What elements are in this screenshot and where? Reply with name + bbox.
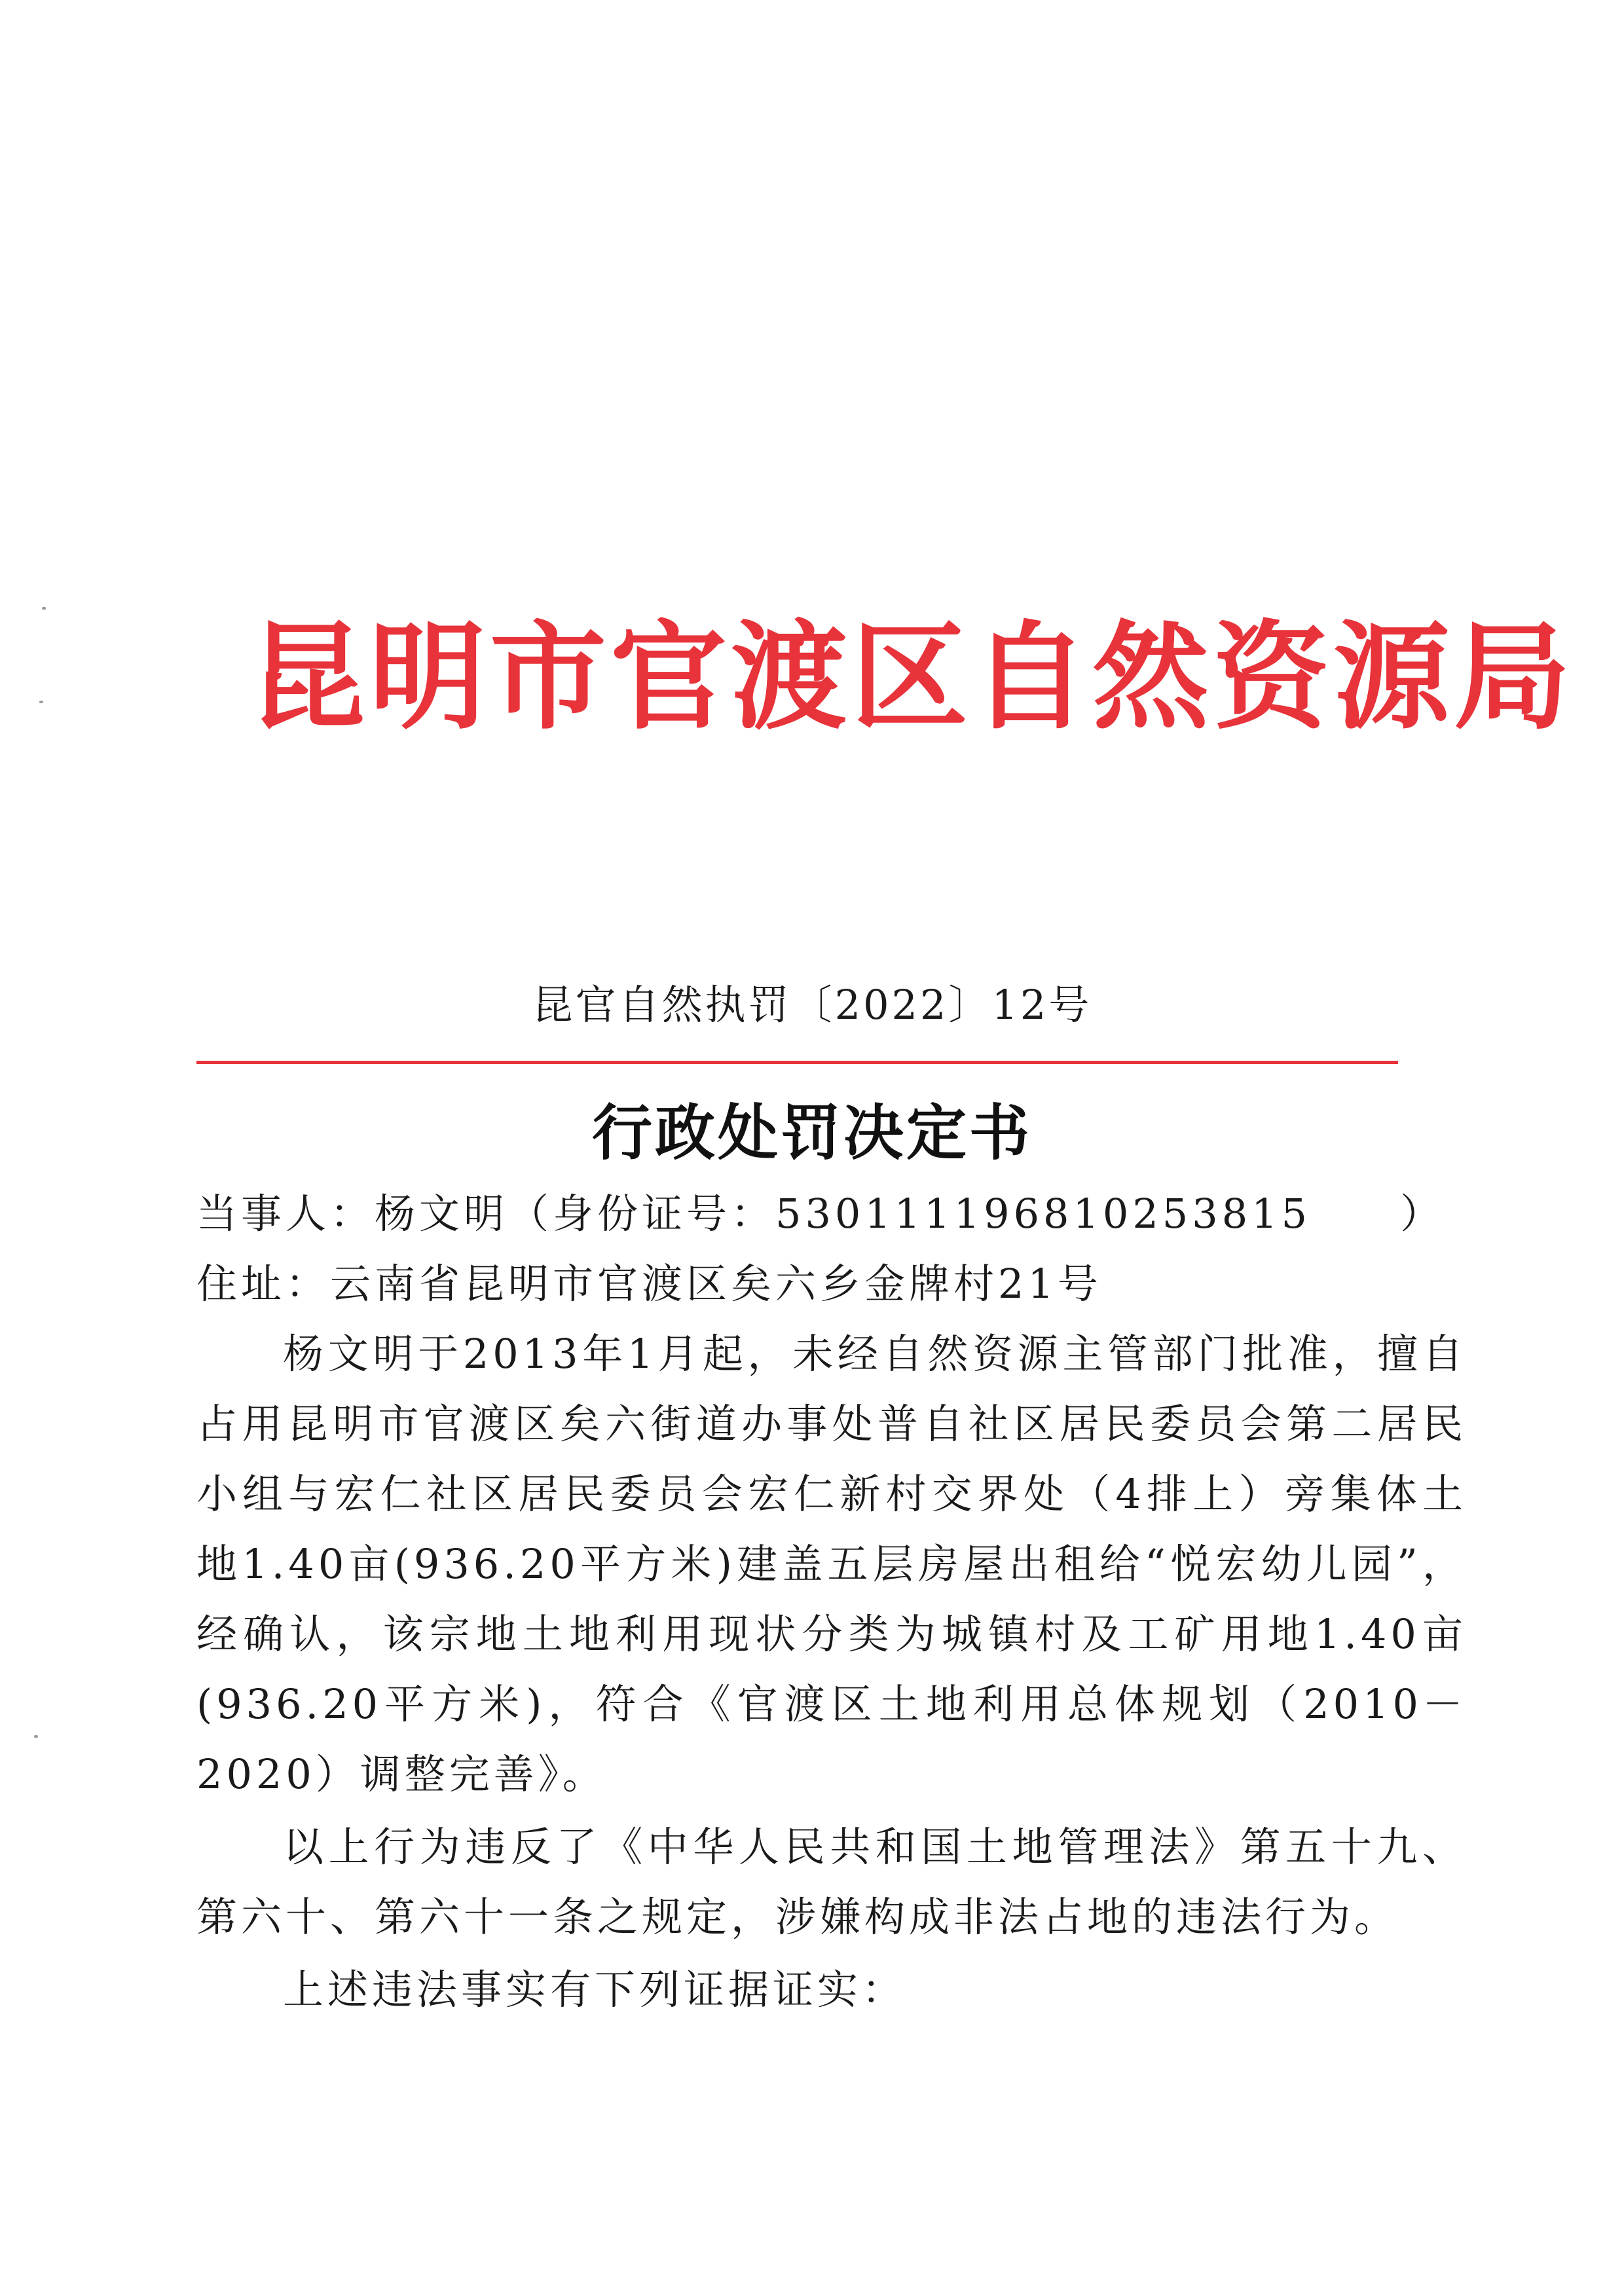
document-title: 行政处罚决定书	[591, 1097, 1032, 1168]
organization-header: 昆明市官渡区自然资源局	[249, 610, 1574, 745]
scan-speck	[39, 701, 43, 703]
scan-speck	[42, 607, 46, 610]
party-address: 住址：云南省昆明市官渡区矣六乡金牌村21号	[196, 1260, 1102, 1308]
red-divider-line	[196, 1061, 1398, 1064]
paragraph-violation: 以上行为违反了《中华人民共和国土地管理法》第五十九、第六十、第六十一条之规定，涉嫌构成非法占地的违法行为。	[196, 1823, 1467, 1941]
document-number: 昆官自然执罚〔2022〕12号	[532, 981, 1092, 1029]
paragraph-evidence-intro: 上述违法事实有下列证据证实：	[283, 1966, 907, 2013]
paragraph-facts: 杨文明于2013年1月起，未经自然资源主管部门批准，擅自占用昆明市官渡区矣六街道办事处普自社区居民委员会第二居民小组与宏仁社区居民委员会宏仁新村交界处（4排上）旁集体土地1.40亩(936.20平方米)建盖五层房屋出租给“悦宏幼儿园”，经确认，该宗地土地利用现状分类为城镇村及工矿用地1.40亩(936.20平方米)，符合《官渡区土地利用总体规划（2010－2020）调整完善》。	[196, 1330, 1467, 1798]
document-body	[196, 1179, 1467, 2025]
scan-speck	[34, 1735, 38, 1738]
party-line: 当事人：杨文明（身份证号：530111196810253815 ）	[196, 1190, 1445, 1238]
